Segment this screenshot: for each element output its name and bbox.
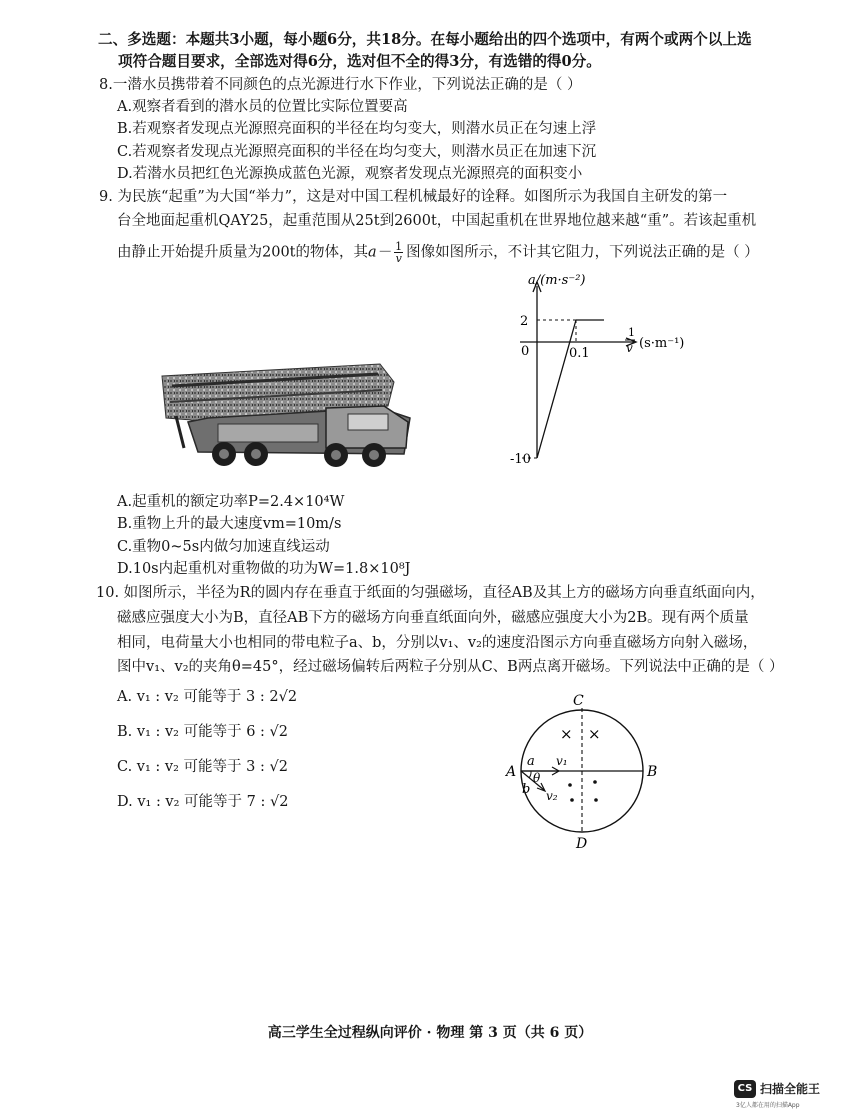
- label-a: a: [527, 754, 535, 769]
- graph-tick-origin: 0: [521, 344, 530, 359]
- q8-option-c: C.若观察者发现点光源照亮面积的半径在均匀变大，则潜水员正在加速下沉: [117, 144, 597, 160]
- q9-option-c: C.重物0~5s内做匀加速直线运动: [117, 539, 330, 555]
- q8-option-b: B.若观察者发现点光源照亮面积的半径在均匀变大，则潜水员正在匀速上浮: [117, 121, 597, 137]
- cross-mark-left: ×: [560, 725, 573, 743]
- theta-arc: [529, 771, 531, 778]
- q9-stem-line-3-post: 图像如图所示，不计其它阻力，下列说法正确的是（ ）: [406, 244, 759, 261]
- q9-option-d: D.10s内起重机对重物做的功为W=1.8×10⁸J: [117, 561, 411, 577]
- dot-mark: [594, 798, 598, 802]
- q10-diagram: [500, 692, 670, 852]
- crane-photo: [158, 362, 424, 470]
- q9-stem-line-3-pre: 由静止开始提升质量为200t的物体，其: [117, 244, 369, 261]
- dot-mark: [568, 783, 572, 787]
- q9-stem-fraction: [394, 241, 403, 264]
- q9-stem-fraction-num: 1: [395, 240, 403, 253]
- dot-mark: [570, 798, 574, 802]
- q10-stem-line-2: 磁感应强度大小为B，直径AB下方的磁场方向垂直纸面向外，磁感应强度大小为2B。现有两个质量: [117, 610, 749, 626]
- dot-mark: [593, 780, 597, 784]
- q9-stem-math: a－: [368, 244, 392, 261]
- q10-option-d: D. v₁ : v₂ 可能等于 7 : √2: [117, 794, 289, 810]
- graph-x-label-num: 1: [628, 326, 635, 339]
- graph-x-label-den: v: [626, 341, 633, 355]
- page-footer: 高三学生全过程纵向评价 · 物理 第 3 页（共 6 页）: [267, 1025, 593, 1041]
- brand-name: 扫描全能王: [760, 1082, 821, 1096]
- q9-graph: [500, 268, 730, 468]
- q10-option-b: B. v₁ : v₂ 可能等于 6 : √2: [117, 724, 288, 740]
- q9-option-a: A.起重机的额定功率P=2.4×10⁴W: [117, 494, 345, 510]
- label-v1: v₁: [556, 754, 568, 768]
- graph-rising-line: [537, 320, 576, 458]
- q10-option-c: C. v₁ : v₂ 可能等于 3 : √2: [117, 759, 288, 775]
- graph-tick-2: 2: [520, 314, 529, 329]
- q10-stem-line-4: 图中v₁、v₂的夹角θ=45°，经过磁场偏转后两粒子分别从C、B两点离开磁场。下列说法中正确的是（ ）: [117, 659, 784, 675]
- graph-y-label: a/(m·s⁻²): [528, 273, 586, 288]
- label-theta: θ: [533, 771, 541, 785]
- cross-mark-right: ×: [588, 725, 601, 743]
- q9-option-b: B.重物上升的最大速度vm=10m/s: [117, 516, 342, 532]
- q9-stem-fraction-den: v: [395, 252, 402, 265]
- label-C: C: [573, 693, 584, 709]
- label-b: b: [522, 782, 531, 797]
- label-v2: v₂: [546, 789, 558, 803]
- q8-option-d: D.若潜水员把红色光源换成蓝色光源，观察者发现点光源照亮的面积变小: [117, 166, 583, 182]
- q9-stem-line-2: 台全地面起重机QAY25，起重范围从25t到2600t，中国起重机在世界地位越来越“重”。若该起重机: [117, 213, 757, 229]
- q10-option-a: A. v₁ : v₂ 可能等于 3 : 2√2: [117, 689, 298, 705]
- label-D: D: [576, 836, 588, 852]
- q9-stem-line-1: 9. 为民族“起重”为大国“举力”，这是对中国工程机械最好的诠释。如图所示为我国自主研发的第一: [99, 189, 728, 205]
- graph-tick-minus-10: -10: [510, 452, 531, 467]
- section-title-line-2: 项符合题目要求，全部选对得6分，选对但不全的得3分，有选错的得0分。: [118, 53, 601, 70]
- q10-stem-line-3: 相同，电荷量大小也相同的带电粒子a、b，分别以v₁、v₂的速度沿图示方向垂直磁场方向射入磁场，: [117, 635, 758, 651]
- cs-logo-icon: CS: [734, 1080, 756, 1098]
- graph-tick-0-1: 0.1: [569, 346, 590, 361]
- q8-stem: 8.一潜水员携带着不同颜色的点光源进行水下作业，下列说法正确的是（ ）: [99, 77, 582, 93]
- graph-x-label-unit: (s·m⁻¹): [639, 336, 685, 351]
- brand-tagline: 3亿人都在用的扫描App: [736, 1102, 800, 1109]
- q8-option-a: A.观察者看到的潜水员的位置比实际位置要高: [117, 99, 408, 115]
- label-B: B: [647, 764, 658, 780]
- q9-stem-line-3: [117, 241, 759, 264]
- section-title-line-1: 二、多选题：本题共3小题，每小题6分，共18分。在每小题给出的四个选项中，有两个或两个以上选: [98, 31, 752, 48]
- label-A: A: [506, 764, 517, 780]
- scanner-watermark: [734, 1080, 844, 1110]
- q10-stem-line-1: 10. 如图所示，半径为R的圆内存在垂直于纸面的匀强磁场，直径AB及其上方的磁场方向垂直纸面向内，: [96, 585, 765, 601]
